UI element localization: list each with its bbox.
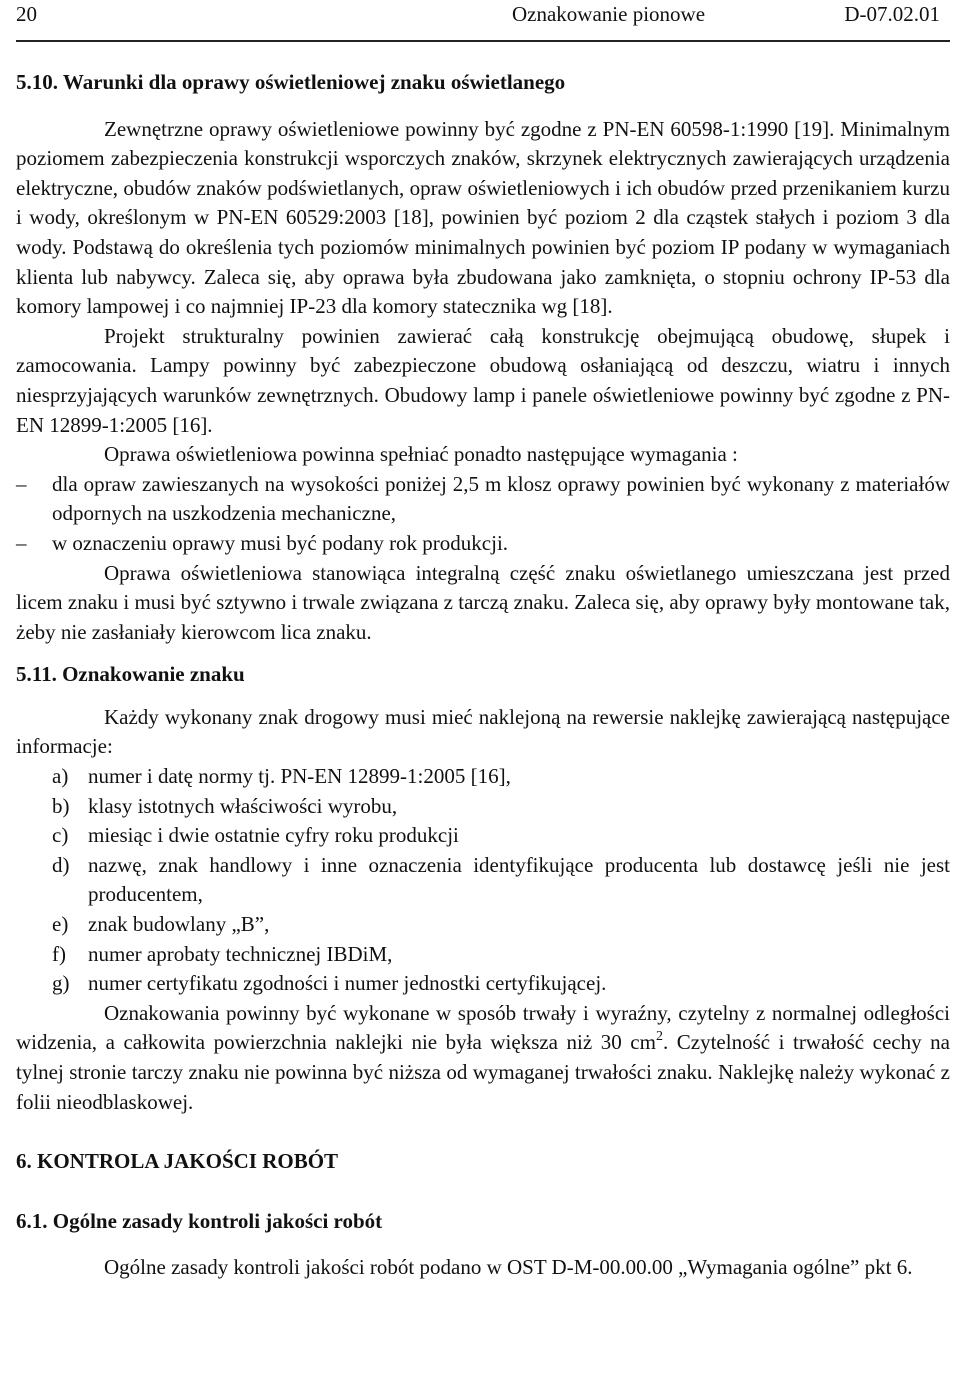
page-number: 20 [16,2,37,26]
header-divider [16,40,950,42]
list-item-text: nazwę, znak handlowy i inne oznaczenia identyfikujące producenta lub dostawcę jeśli nie jest producentem, [88,852,950,907]
list-marker: f) [52,941,66,966]
list-item [16,762,950,792]
list-item [16,851,950,910]
list-item [16,821,950,851]
list-item [16,910,950,940]
section-heading-5-10: 5.10. Warunki dla oprawy oświetleniowej znaku oświetlanego [16,70,566,94]
page-header [16,0,950,30]
list-item-text: numer aprobaty technicznej IBDiM, [88,941,393,966]
list-item-text: dla opraw zawieszanych na wysokości poniżej 2,5 m klosz oprawy powinien być wykonany z materiałów odpornych na uszkodzenia mechaniczne, [52,471,950,526]
list-item [16,940,950,970]
list-marker: c) [52,823,69,848]
paragraph: Ogólne zasady kontroli jakości robót podano w OST D-M-00.00.00 „Wymagania ogólne” pkt 6. [104,1255,913,1280]
list-item-text: miesiąc i dwie ostatnie cyfry roku produkcji [88,823,459,848]
paragraph-text: . Czytelność i trwałość cechy na tylnej stronie tarczy znaku nie powinna być niższa od wymaganej trwałości znaku. Naklejkę należy wykonać z folii nieodblaskowej. [16,1030,950,1114]
list-item-text: numer certyfikatu zgodności i numer jednostki certyfikującej. [88,971,607,996]
paragraph: Oprawa oświetleniowa stanowiąca integralną część znaku oświetlanego umieszczana jest przed licem znaku i musi być sztywno i trwale związana z tarczą znaku. Zaleca się, aby oprawy były montowane tak, żeby nie zasłaniały kierowcom lica znaku. [16,560,950,644]
list-item [16,969,950,999]
paragraph: Zewnętrzne oprawy oświetleniowe powinny być zgodne z PN-EN 60598-1:1990 [19]. Minimalnym poziomem zabezpieczenia konstrukcji wsporczych znaków, skrzynek elektrycznych zawierających urządzenia elektryczne, obudów znaków podświetlanych, opraw oświetleniowych i ich obudów przed przenikaniem kurzu i wody, określonym w PN-EN 60529:2003 [18], powinien być poziom 2 dla cząstek stałych i poziom 3 dla wody. Podstawą do określenia tych poziomów minimalnych powinien być poziom IP podany w wymaganiach klienta lub nabywcy. Zaleca się, aby oprawa była zbudowana jako zamknięta, o stopniu ochrony IP-53 dla komory lampowej i co najmniej IP-23 dla komory statecznika wg [18]. [16,116,950,319]
section-heading-6-1: 6.1. Ogólne zasady kontroli jakości robót [16,1208,383,1233]
paragraph [16,999,950,1117]
list-item [16,529,950,559]
list-item [16,792,950,822]
list-marker: e) [52,912,69,937]
page-content [16,68,950,1283]
list-item [16,470,950,529]
list-item-text: znak budowlany „B”, [88,912,270,937]
section-heading-5-11: 5.11. Oznakowanie znaku [16,662,245,687]
paragraph-text: Oznakowania powinny być wykonane w sposób trwały i wyraźny, czytelny z normalnej odległości widzenia, a całkowita powierzchnia naklejki nie była większa niż 30 cm [16,1000,950,1055]
list-item-text: klasy istotnych właściwości wyrobu, [88,793,398,818]
list-bullet: – [16,530,27,555]
list-marker: d) [52,852,70,877]
list-item-text: w oznaczeniu oprawy musi być podany rok produkcji. [52,530,509,555]
list-marker: b) [52,793,70,818]
paragraph: Każdy wykonany znak drogowy musi mieć naklejoną na rewersie naklejkę zawierającą następujące informacje: [16,704,950,759]
superscript: 2 [655,1029,663,1045]
list-bullet: – [16,471,27,496]
list-marker: g) [52,971,70,996]
header-doc-code: D-07.02.01 [844,2,940,26]
list-item-text: numer i datę normy tj. PN-EN 12899-1:2005 [16], [88,764,511,789]
header-section-title: Oznakowanie pionowe [512,2,706,26]
list-marker: a) [52,764,69,789]
paragraph: Oprawa oświetleniowa powinna spełniać ponadto następujące wymagania : [104,442,738,467]
paragraph: Projekt strukturalny powinien zawierać całą konstrukcję obejmującą obudowę, słupek i zamocowania. Lampy powinny być zabezpieczone obudową osłaniającą od deszczu, wiatru i innych niesprzyjających warunków zewnętrznych. Obudowy lamp i panele oświetleniowe powinny być zgodne z PN-EN 12899-1:2005 [16]. [16,323,950,437]
section-heading-6: 6. KONTROLA JAKOŚCI ROBÓT [16,1149,339,1174]
